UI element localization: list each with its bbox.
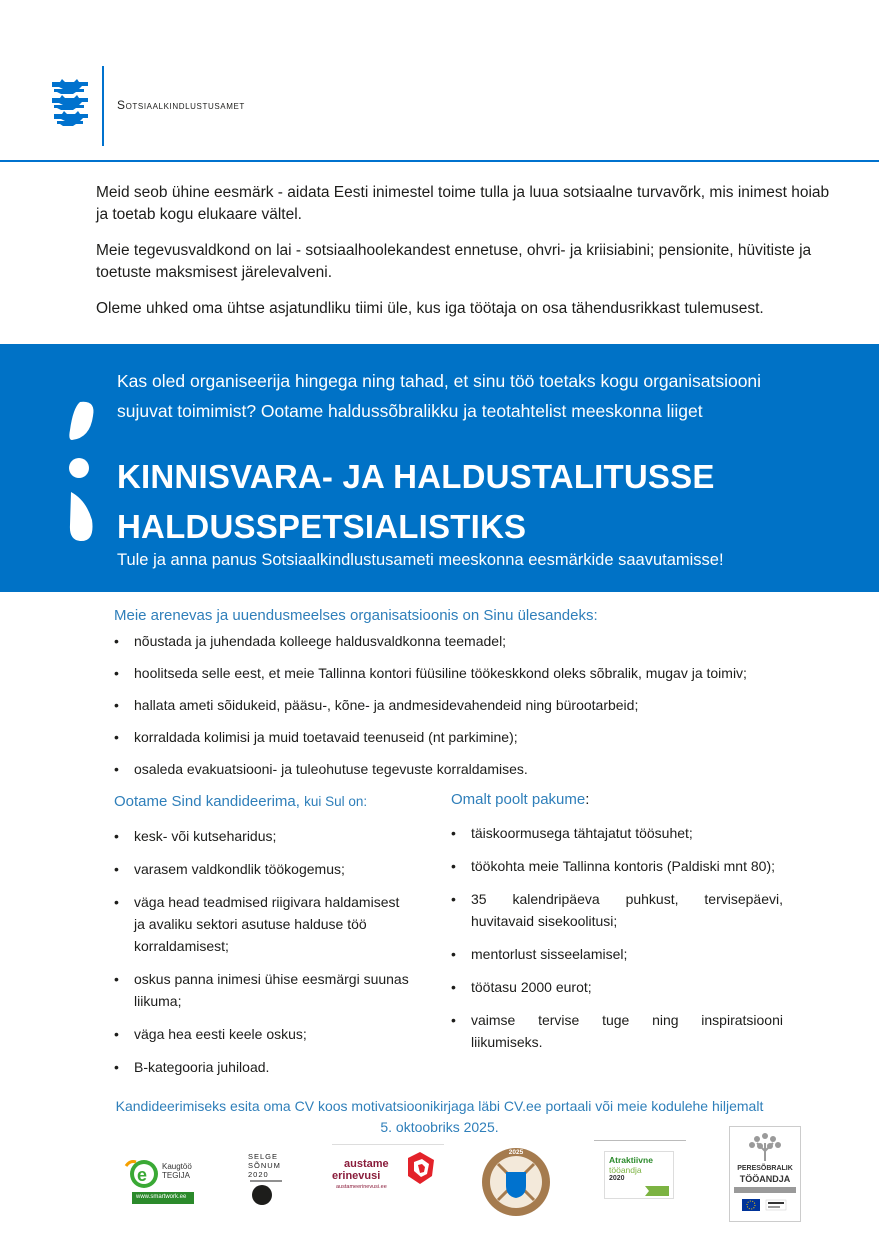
intro-text [96, 182, 841, 334]
atraktiivne-year: 2020 [609, 1175, 625, 1182]
peresobralik-label: PERESÕBRALIK [737, 1165, 793, 1172]
seal-year: 2025 [508, 1149, 524, 1156]
header-divider [102, 66, 104, 146]
seal-badge-icon [480, 1146, 552, 1218]
list-item: • töötasu 2000 eurot; [451, 976, 783, 998]
atraktiivne-label: Atraktiivne [609, 1155, 653, 1165]
eu-flag-icon [742, 1199, 788, 1211]
peresobralik-tooandja-logo [729, 1126, 801, 1222]
requirements-heading-main: Ootame Sind kandideerima, [114, 793, 300, 810]
atraktiivne-badge [604, 1151, 674, 1199]
requirements-list [114, 825, 414, 1089]
list-item: • B-kategooria juhiload. [114, 1056, 414, 1078]
job-title-line: HALDUSSPETSIALISTIKS [117, 508, 527, 545]
employer-seal-logo [480, 1146, 552, 1218]
austame-erinevusi-logo [332, 1144, 444, 1194]
atraktiivne-label: tööandja [609, 1165, 642, 1175]
list-item: • hoolitseda selle eest, et meie Tallinna kontori füüsiline töökeskkond oleks sõbralik, mugav ja toimiv; [114, 662, 834, 684]
offer-heading-text: Omalt poolt pakume [451, 791, 586, 808]
atraktiivne-tooandja-logo [594, 1140, 686, 1205]
smartwork-logo [120, 1156, 196, 1206]
job-title-line: KINNISVARA- JA HALDUSTALITUSSE [117, 458, 715, 495]
list-item: • korraldada kolimisi ja muid toetavaid teenuseid (nt parkimine); [114, 726, 834, 748]
estonian-coat-of-arms-icon [48, 76, 92, 134]
award-logos-row [0, 1120, 879, 1230]
list-item: • väga head teadmised riigivara haldamisest ja avaliku sektori asutuse halduse töö korraldamisest; [114, 891, 414, 957]
austame-label: austame [344, 1158, 389, 1170]
banner-lead-text: Kas oled organiseerija hingega ning tahad, et sinu töö toetaks kogu organisatsiooni sujuvat toimimist? Ootame haldussõbralikku ja teotahtelist meeskonna liiget [117, 371, 762, 421]
selge-sonum-label: SÕNUM [248, 1161, 281, 1170]
svg-text:e: e [137, 1165, 148, 1185]
banner-subtitle: Tule ja anna panus Sotsiaalkindlustusameti meeskonna eesmärkide saavutamisse! [117, 551, 724, 569]
selge-sonum-label: SELGE [248, 1152, 279, 1161]
offer-list [451, 822, 783, 1064]
austame-label: erinevusi [332, 1170, 381, 1182]
list-item: • 35 kalendripäeva puhkust, tervisepäevi, huvitavaid sisekoolitusi; [451, 888, 783, 932]
selge-sonum-logo [248, 1152, 284, 1210]
smartwork-url: www.smartwork.ee [136, 1194, 187, 1200]
list-item: • hallata ameti sõidukeid, pääsu-, kõne- ja andmesidevahendeid ning bürootarbeid; [114, 694, 834, 716]
family-tree-icon [747, 1131, 783, 1161]
list-item: • vaimse tervise tuge ning inspiratsiooni liikumiseks. [451, 1009, 783, 1053]
intro-paragraph: Oleme uhked oma ühtse asjatundliku tiimi üle, kus iga töötaja on osa tähendusrikkast tulemusest. [96, 300, 764, 317]
application-text: Kandideerimiseks esita oma CV koos motivatsioonikirjaga läbi CV.ee portaali või meie kodulehe hiljemalt [115, 1098, 764, 1114]
peresobralik-label: TÖÖANDJA [739, 1174, 791, 1184]
page-header [0, 0, 879, 162]
requirements-heading-small: kui Sul on: [304, 794, 368, 809]
list-item: • täiskoormusega tähtajatut töösuhet; [451, 822, 783, 844]
organization-name: Sotsiaalkindlustusamet [117, 98, 245, 112]
selge-sonum-year: 2020 [248, 1170, 269, 1179]
list-item: • töökohta meie Tallinna kontoris (Paldiski mnt 80); [451, 855, 783, 877]
peresobralik-strip [734, 1187, 796, 1193]
intro-paragraph: Meie tegevusvaldkond on lai - sotsiaalhoolekandest ennetuse, ohvri- ja kriisiabini; pensionite, hüvitiste ja toetuste maksmisest järelevalveni. [96, 242, 812, 281]
requirements-heading [114, 793, 367, 810]
tasks-list [114, 630, 834, 790]
application-deadline: 5. oktoobriks 2025. [380, 1119, 499, 1135]
offer-heading [451, 791, 589, 808]
list-item: • oskus panna inimesi ühise eesmärgi suunas liikuma; [114, 968, 414, 1012]
intro-paragraph: Meid seob ühine eesmärk - aidata Eesti inimestel toime tulla ja luua sotsiaalne turvavõrk, mis inimest hoiab ja toetab kogu elukaare vältel. [96, 184, 830, 223]
list-item: • varasem valdkondlik töökogemus; [114, 858, 414, 880]
offer-heading-colon: : [585, 791, 590, 808]
list-item: • mentorlust sisseelamisel; [451, 943, 783, 965]
selge-sonum-badge-icon [248, 1179, 284, 1207]
smartwork-label: TEGIJA [162, 1171, 191, 1180]
job-title [117, 452, 857, 552]
smartwork-label: Kaugtöö [162, 1162, 192, 1171]
list-item: • väga hea eesti keele oskus; [114, 1023, 414, 1045]
atraktiivne-ribbon-icon [645, 1186, 669, 1196]
header-rule [0, 160, 879, 162]
list-item: • nõustada ja juhendada kolleege haldusvaldkonna teemadel; [114, 630, 834, 652]
austame-url: austameerinevusi.ee [336, 1184, 387, 1190]
decorative-shapes-icon [66, 400, 96, 545]
list-item: • osaleda evakuatsiooni- ja tuleohutuse tegevuste korraldamises. [114, 758, 834, 780]
tasks-heading: Meie arenevas ja uuendusmeelses organisatsioonis on Sinu ülesandeks: [114, 607, 598, 624]
list-item: • kesk- või kutseharidus; [114, 825, 414, 847]
